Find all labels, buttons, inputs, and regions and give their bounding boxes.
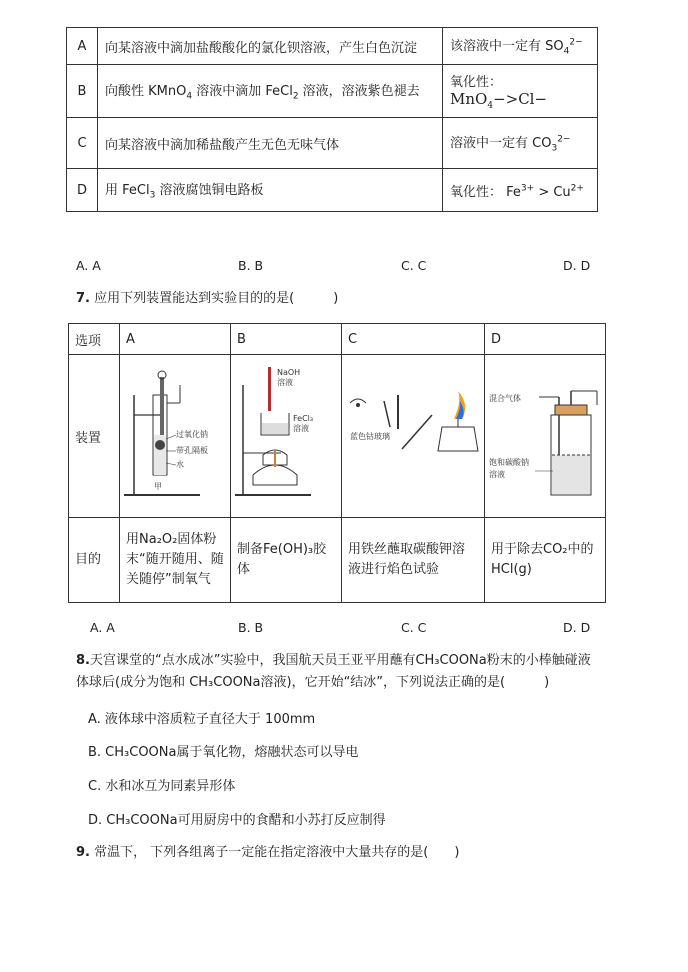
q8-option-b[interactable]: B. CH₃COONa属于氧化物，熔融状态可以导电 <box>88 745 359 760</box>
row-label: D <box>67 169 98 212</box>
header-cell: 选项 <box>69 324 120 355</box>
svg-text:饱和碳酸钠: 饱和碳酸钠 <box>489 458 529 467</box>
table-q7-apparatus <box>68 323 606 603</box>
question-number: 8. <box>76 653 90 668</box>
table-row-apparatus <box>69 355 606 518</box>
option-d[interactable]: D. D <box>563 620 591 635</box>
svg-text:甲: 甲 <box>154 482 162 491</box>
option-b[interactable]: B. B <box>238 620 264 635</box>
operation-cell: 向酸性 KMnO$_4$ 溶液中滴加 FeCl$_2$ 溶液，溶液紫色褪去 <box>98 65 443 118</box>
apparatus-a <box>120 355 231 518</box>
question-8 <box>76 650 616 694</box>
svg-text:过氧化钠: 过氧化钠 <box>176 430 208 439</box>
header-cell: C <box>342 324 485 355</box>
question-text: 常温下， 下列各组离子一定能在指定溶液中大量共存的是( ) <box>94 845 460 860</box>
svg-text:混合气体: 混合气体 <box>489 394 521 403</box>
q8-option-d[interactable]: D. CH₃COONa可用厨房中的食醋和小苏打反应制得 <box>88 813 386 828</box>
question-line-1: 天宫课堂的“点水成冰”实验中，我国航天员王亚平用蘸有CH₃COONa粉末的小棒触碰液 <box>89 653 591 668</box>
goal-b: 制备Fe(OH)₃胶 体 <box>231 518 342 603</box>
table-row <box>67 28 598 65</box>
table-row <box>67 169 598 212</box>
conclusion-cell: 该溶液中一定有 $SO_4^{2-}$ <box>443 28 598 65</box>
header-cell: B <box>231 324 342 355</box>
row-label: 装置 <box>69 355 120 518</box>
table-row <box>67 65 598 118</box>
svg-text:溶液: 溶液 <box>277 378 293 387</box>
question-line-2: 体球后(成分为饱和 CH₃COONa溶液)，它开始“结冰”，下列说法正确的是( ) <box>76 675 550 690</box>
header-cell: A <box>120 324 231 355</box>
question-number: 9. <box>76 845 90 860</box>
table-row-goal <box>69 518 606 603</box>
goal-d: 用于除去CO₂中的 HCl(g) <box>485 518 606 603</box>
conclusion-cell: 氧化性： MnO$_4$−>Cl− <box>443 65 598 118</box>
option-c[interactable]: C. C <box>401 258 427 273</box>
row-label: A <box>67 28 98 65</box>
svg-text:FeCl₃: FeCl₃ <box>293 414 314 423</box>
svg-text:蓝色钴玻璃: 蓝色钴玻璃 <box>350 432 390 441</box>
goal-c: 用铁丝蘸取碳酸钾溶 液进行焰色试验 <box>342 518 485 603</box>
operation-cell: 向某溶液中滴加稀盐酸产生无色无味气体 <box>98 118 443 169</box>
question-text: 应用下列装置能达到实验目的的是( ) <box>94 291 339 306</box>
apparatus-b-drawing <box>231 355 341 513</box>
conclusion-cell: 溶液中一定有 $CO_3^{2-}$ <box>443 118 598 169</box>
apparatus-c-drawing <box>342 355 484 513</box>
row-label: B <box>67 65 98 118</box>
table-q6-options <box>66 27 598 212</box>
row-label: 目的 <box>69 518 120 603</box>
option-a[interactable]: A. A <box>90 620 115 635</box>
question-7 <box>76 288 338 310</box>
row-label: C <box>67 118 98 169</box>
operation-cell: 用 FeCl$_3$ 溶液腐蚀铜电路板 <box>98 169 443 212</box>
option-a[interactable]: A. A <box>76 258 101 273</box>
operation-cell: 向某溶液中滴加盐酸酸化的氯化钡溶液，产生白色沉淀 <box>98 28 443 65</box>
apparatus-b <box>231 355 342 518</box>
apparatus-d-drawing <box>485 355 605 513</box>
conclusion-cell: 氧化性： $Fe^{3+} > Cu^{2+}$ <box>443 169 598 212</box>
table-row <box>67 118 598 169</box>
goal-a: 用Na₂O₂固体粉 末“随开随用、随 关随停”制氧气 <box>120 518 231 603</box>
svg-text:带孔隔板: 带孔隔板 <box>176 446 208 455</box>
svg-text:NaOH: NaOH <box>277 368 301 377</box>
svg-text:水: 水 <box>176 460 184 469</box>
header-cell: D <box>485 324 606 355</box>
option-c[interactable]: C. C <box>401 620 427 635</box>
svg-text:溶液: 溶液 <box>489 470 505 479</box>
svg-text:溶液: 溶液 <box>293 424 309 433</box>
table-header-row <box>69 324 606 355</box>
q8-option-c[interactable]: C. 水和冰互为同素异形体 <box>88 779 236 794</box>
q8-option-a[interactable]: A. 液体球中溶质粒子直径大于 100mm <box>88 712 316 727</box>
question-number: 7. <box>76 291 90 306</box>
apparatus-a-drawing <box>120 355 230 513</box>
apparatus-c <box>342 355 485 518</box>
apparatus-d <box>485 355 606 518</box>
option-b[interactable]: B. B <box>238 258 264 273</box>
question-9 <box>76 842 459 864</box>
option-d[interactable]: D. D <box>563 258 591 273</box>
